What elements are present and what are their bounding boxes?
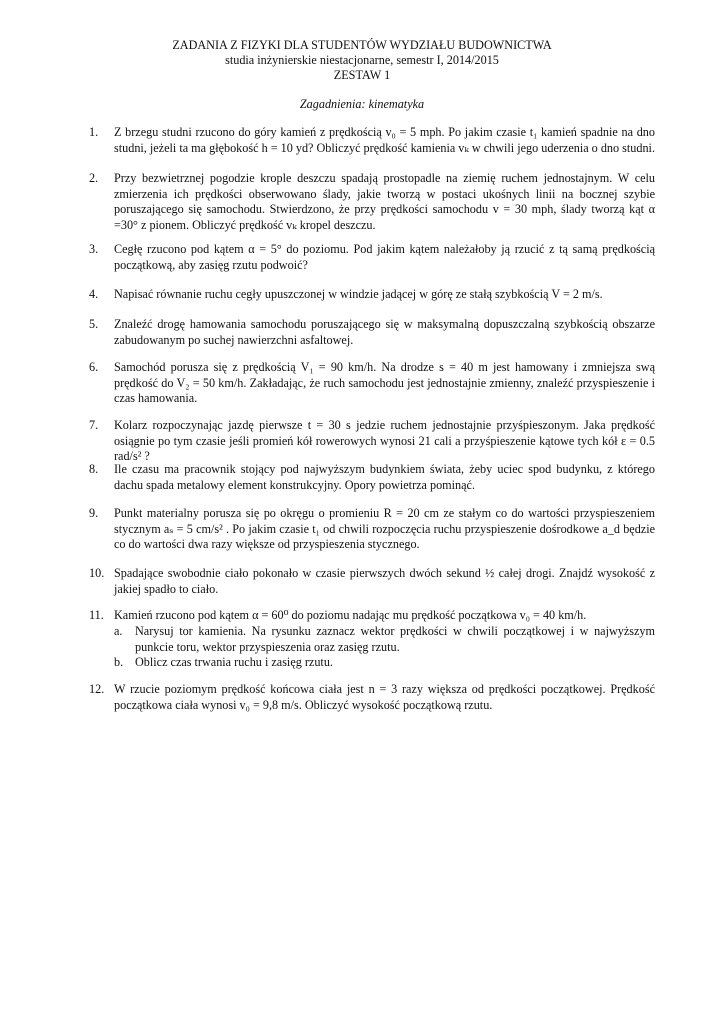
problem-number: 12. [89,682,105,696]
problem-number: 2. [89,171,99,185]
problem-number: 10. [89,566,105,580]
problem-text: Samochód porusza się z prędkością V₁ = 90 km/h. Na drodze s = 40 m jest hamowany i zmniejsza swą prędkość do V₂ = 50 km/h. Zakładając, że ruch samochodu jest jednostajnie zmienny, znaleźć przyspieszenie i czas hamowania. [114,360,655,406]
subproblem-label: a. [114,624,123,638]
problem-text: Z brzegu studni rzucono do góry kamień z prędkością v₀ = 5 mph. Po jakim czasie t₁ kamień spadnie na dno studni, jeżeli ta ma głębokość h = 10 yd? Obliczyć prędkość kamienia vₖ w chwili jego uderzenia o dno studni. [114,125,655,155]
problem-text: Kolarz rozpoczynając jazdę pierwsze t = 30 s jedzie ruchem jednostajnie przyśpieszonym. Jaka prędkość osiągnie po tym czasie jeśli promień kół rowerowych wynosi 21 cali a przyśpieszenie kątowe tych kół ε = 0.5 rad/s² ? [114,418,655,464]
problem-number: 5. [89,317,99,331]
topics-line: Zagadnienia: kinematyka [299,97,425,111]
problem-number: 8. [89,462,99,476]
document-header [0,38,724,83]
problem-text: Kamień rzucono pod kątem α = 60⁰ do poziomu nadając mu prędkość początkowa v₀ = 40 km/h. [114,608,587,622]
problem-number: 7. [89,418,99,432]
problem-text: Punkt materialny porusza się po okręgu o promieniu R = 20 cm ze stałym co do wartości przyspieszeniem stycznym aₛ = 5 cm/s² . Po jakim czasie t₁ od chwili rozpoczęcia ruchu przyspieszenie dośrodkowe a_d będzie co do wartości dwa razy większe od przyspieszenia stycznego. [114,506,655,552]
problem-number: 6. [89,360,99,374]
header-title: ZADANIA Z FIZYKI DLA STUDENTÓW WYDZIAŁU BUDOWNICTWA [172,38,552,52]
problem-number: 4. [89,287,99,301]
header-subtitle: studia inżynierskie niestacjonarne, semestr I, 2014/2015 [225,53,499,67]
problem-text: Znaleźć drogę hamowania samochodu poruszającego się w maksymalną dopuszczalną szybkością obszarze zabudowanym po suchej nawierzchni asfaltowej. [114,317,655,347]
problem-number: 3. [89,242,99,256]
problem-text: W rzucie poziomym prędkość końcowa ciała jest n = 3 razy większa od prędkości początkowej. Prędkość początkowa ciała wynosi v₀ = 9,8 m/s. Obliczyć wysokość początkową rzutu. [114,682,655,712]
header-set: ZESTAW 1 [333,68,391,82]
subproblem-text: Narysuj tor kamienia. Na rysunku zaznacz wektor prędkości w chwili początkowej i w najwyższym punkcie toru, wektor przyspieszenia oraz zasięg rzutu. [135,624,655,654]
problem-number: 11. [89,608,104,622]
problem-text: Cegłę rzucono pod kątem α = 5° do poziomu. Pod jakim kątem należałoby ją rzucić z tą samą prędkością początkową, aby zasięg rzutu podwoić? [114,242,655,272]
problem-text: Napisać równanie ruchu cegły upuszczonej w windzie jadącej w górę ze stałą szybkością V = 2 m/s. [114,287,603,301]
problem-text: Spadające swobodnie ciało pokonało w czasie pierwszych dwóch sekund ½ całej drogi. Znajdź wysokość z jakiej spadło to ciało. [114,566,655,596]
subproblem-text: Oblicz czas trwania ruchu i zasięg rzutu. [135,655,333,669]
problem-text: Przy bezwietrznej pogodzie krople deszczu spadają prostopadle na ziemię ruchem jednostajnym. W celu zmierzenia ich prędkości obserwowano ślady, jakie tworzą w postaci ukośnych linii na bocznej szybie poruszającego się samochodu. Stwierdzono, że przy prędkości samochodu v = 30 mph, ślady tworzą kąt α =30° z pionem. Obliczyć prędkość vₖ kropel deszczu. [114,171,655,233]
problem-number: 9. [89,506,99,520]
problem-number: 1. [89,125,99,139]
subproblem-label: b. [114,655,124,669]
problem-text: Ile czasu ma pracownik stojący pod najwyższym budynkiem świata, żeby uciec spod budynku, z którego dachu spada metalowy element konstrukcyjny. Opory powietrza pominąć. [114,462,655,492]
